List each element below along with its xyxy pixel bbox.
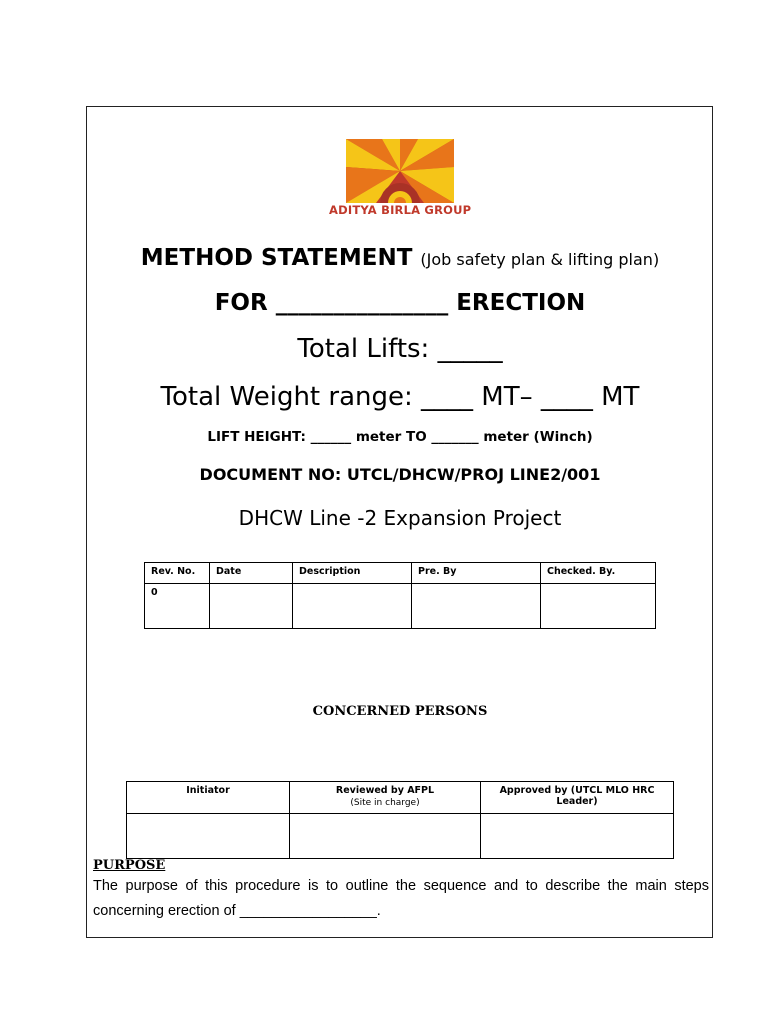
col-prepared-by: Pre. By: [412, 563, 541, 584]
revision-table: [144, 562, 656, 629]
total-weight-range: Total Weight range: ____ MT– ____ MT: [160, 382, 640, 412]
aditya-birla-sun-logo-icon: [346, 139, 454, 203]
col-description: Description: [293, 563, 412, 584]
logo-wordmark: ADITYA BIRLA GROUP: [329, 203, 472, 217]
signature-header-row: [127, 782, 674, 814]
total-lifts: Total Lifts: _____: [297, 334, 503, 364]
purpose-text: The purpose of this procedure is to outline the sequence and to describe the main steps concerning erection of _________________.: [93, 878, 709, 919]
signature-row: [127, 814, 674, 859]
reviewed-by-note: (Site in charge): [350, 798, 420, 808]
initiator-signature-cell: [127, 814, 290, 859]
col-rev-no: Rev. No.: [145, 563, 210, 584]
title-main: METHOD STATEMENT: [140, 245, 413, 271]
reviewer-signature-cell: [290, 814, 481, 859]
approved-by-label: Approved by (UTCL MLO HRC Leader): [499, 785, 655, 807]
cell-description: [293, 584, 412, 629]
project-name: DHCW Line -2 Expansion Project: [238, 506, 562, 530]
purpose-heading: PURPOSE: [93, 858, 166, 873]
col-approved-by: [481, 782, 674, 814]
cell-date: [210, 584, 293, 629]
cell-rev-no: 0: [145, 584, 210, 629]
col-date: Date: [210, 563, 293, 584]
col-checked-by: Checked. By.: [541, 563, 656, 584]
cell-checked-by: [541, 584, 656, 629]
signature-table: [126, 781, 674, 859]
revision-header-row: [145, 563, 656, 584]
cell-prepared-by: [412, 584, 541, 629]
method-statement-title: [0, 245, 768, 271]
title-subtitle: (Job safety plan & lifting plan): [420, 250, 660, 269]
col-reviewed-by: [290, 782, 481, 814]
concerned-persons-title: CONCERNED PERSONS: [312, 704, 488, 719]
document-number: DOCUMENT NO: UTCL/DHCW/PROJ LINE2/001: [199, 465, 601, 484]
table-row: [145, 584, 656, 629]
reviewed-by-label: Reviewed by AFPL: [335, 785, 435, 796]
initiator-label: Initiator: [186, 785, 230, 796]
approver-signature-cell: [481, 814, 674, 859]
company-logo: [329, 139, 471, 219]
for-erection-line: FOR _______________ ERECTION: [214, 290, 586, 316]
col-initiator: [127, 782, 290, 814]
lift-height: LIFT HEIGHT: ______ meter TO _______ meter (Winch): [207, 429, 593, 445]
